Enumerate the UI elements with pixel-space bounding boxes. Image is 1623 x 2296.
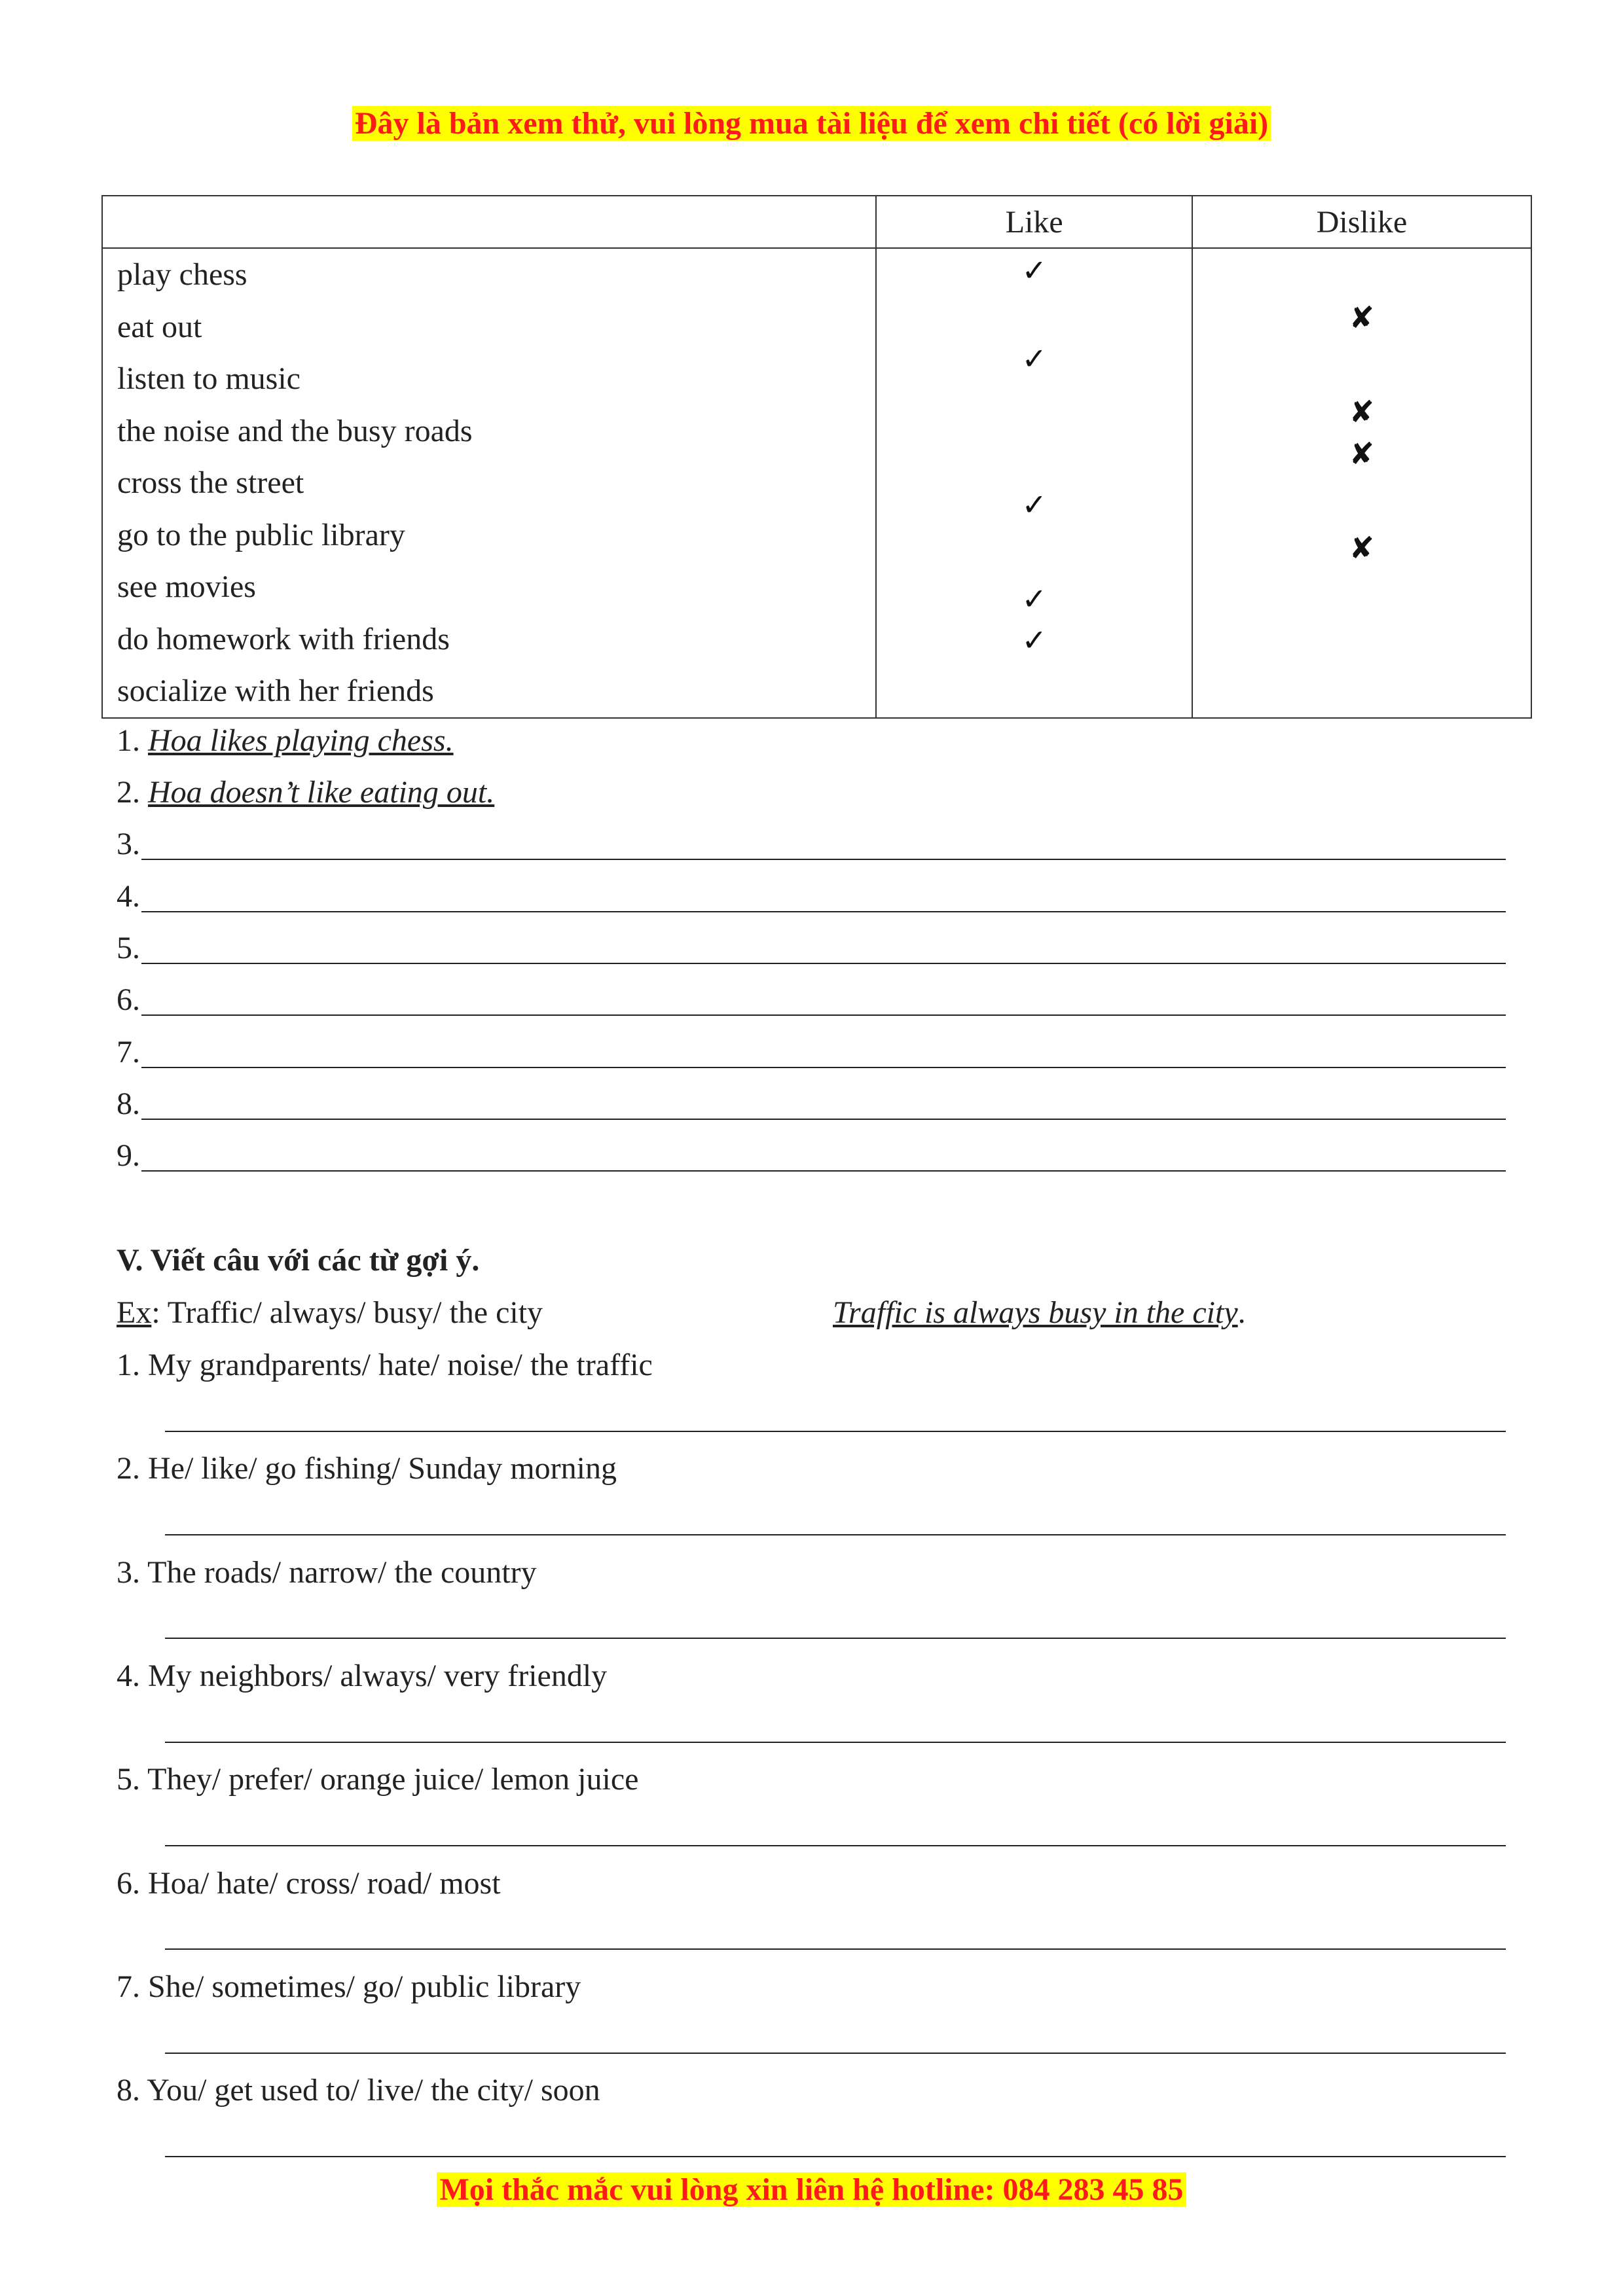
- dislike-column: [1192, 248, 1531, 718]
- exercise-blank-line[interactable]: [165, 1948, 1506, 1950]
- answer-number: 2.: [117, 775, 148, 810]
- like-column: [876, 248, 1192, 718]
- example-prompt-line: [117, 1293, 543, 1333]
- answer-blank-line[interactable]: [141, 1119, 1506, 1120]
- exercise-item: 3. The roads/ narrow/ the country: [117, 1555, 537, 1590]
- activity-item: listen to music: [117, 361, 301, 396]
- table-header-activity: [102, 196, 876, 248]
- blank-answer-number: 4.: [117, 879, 140, 914]
- answer-line: [117, 773, 494, 812]
- activity-item: socialize with her friends: [117, 673, 434, 708]
- check-mark-icon: ✓: [1021, 341, 1048, 376]
- example-answer: Traffic is always busy in the city: [833, 1295, 1238, 1330]
- example-answer-line: [833, 1293, 1246, 1333]
- check-mark-icon: ✓: [1021, 253, 1048, 288]
- answer-text: Hoa likes playing chess.: [148, 723, 454, 758]
- exercise-blank-line[interactable]: [165, 2156, 1506, 2157]
- activity-item: eat out: [117, 309, 202, 344]
- cross-mark-icon: ✘: [1349, 300, 1375, 335]
- blank-answer-number: 5.: [117, 931, 140, 965]
- answer-blank-line[interactable]: [141, 859, 1506, 860]
- answer-blank-line[interactable]: [141, 963, 1506, 964]
- preference-table: [101, 195, 1532, 719]
- table-header-like: Like: [876, 196, 1192, 248]
- activity-item: see movies: [117, 569, 256, 604]
- cross-mark-icon: ✘: [1349, 530, 1375, 565]
- activity-list: [102, 248, 876, 718]
- preview-banner: [0, 105, 1623, 143]
- exercise-item: 2. He/ like/ go fishing/ Sunday morning: [117, 1451, 617, 1486]
- exercise-item: 6. Hoa/ hate/ cross/ road/ most: [117, 1866, 501, 1901]
- blank-answer-number: 7.: [117, 1035, 140, 1069]
- exercise-item: 1. My grandparents/ hate/ noise/ the traffic: [117, 1348, 653, 1382]
- answer-line: [117, 721, 454, 761]
- exercise-blank-line[interactable]: [165, 2053, 1506, 2054]
- exercise-blank-line[interactable]: [165, 1534, 1506, 1535]
- blank-answer-number: 3.: [117, 827, 140, 861]
- exercise-blank-line[interactable]: [165, 1638, 1506, 1639]
- check-mark-icon: ✓: [1021, 581, 1048, 617]
- hotline-banner-text: Mọi thắc mắc vui lòng xin liên hệ hotline: 084 283 45 85: [437, 2172, 1186, 2207]
- answer-number: 1.: [117, 723, 148, 758]
- check-mark-icon: ✓: [1021, 487, 1048, 522]
- check-mark-icon: ✓: [1021, 622, 1048, 658]
- example-label: Ex: [117, 1295, 152, 1330]
- exercise-item: 5. They/ prefer/ orange juice/ lemon juice: [117, 1762, 639, 1797]
- activity-item: do homework with friends: [117, 621, 450, 656]
- example-end: .: [1237, 1295, 1246, 1330]
- cross-mark-icon: ✘: [1349, 394, 1375, 429]
- blank-answer-number: 9.: [117, 1138, 140, 1173]
- blank-answer-number: 6.: [117, 982, 140, 1017]
- answer-blank-line[interactable]: [141, 1170, 1506, 1172]
- exercise-blank-line[interactable]: [165, 1742, 1506, 1743]
- exercise-item: 7. She/ sometimes/ go/ public library: [117, 1969, 581, 2004]
- activity-item: the noise and the busy roads: [117, 413, 473, 448]
- cross-mark-icon: ✘: [1349, 436, 1375, 471]
- activity-item: go to the public library: [117, 517, 405, 552]
- activity-item: cross the street: [117, 465, 304, 500]
- exercise-blank-line[interactable]: [165, 1845, 1506, 1846]
- table-header-dislike: Dislike: [1192, 196, 1531, 248]
- example-prompt: : Traffic/ always/ busy/ the city: [151, 1295, 543, 1330]
- exercise-item: 8. You/ get used to/ live/ the city/ soon: [117, 2073, 600, 2108]
- preview-banner-text: Đây là bản xem thử, vui lòng mua tài liệu để xem chi tiết (có lời giải): [352, 106, 1271, 141]
- activity-item: play chess: [117, 257, 247, 292]
- exercise-item: 4. My neighbors/ always/ very friendly: [117, 1659, 608, 1693]
- answer-blank-line[interactable]: [141, 1067, 1506, 1068]
- blank-answer-number: 8.: [117, 1086, 140, 1121]
- exercise-blank-line[interactable]: [165, 1431, 1506, 1432]
- answer-blank-line[interactable]: [141, 1014, 1506, 1016]
- answer-text: Hoa doesn’t like eating out.: [148, 775, 495, 810]
- section-heading: V. Viết câu với các từ gợi ý.: [117, 1243, 480, 1278]
- answer-blank-line[interactable]: [141, 911, 1506, 912]
- hotline-banner: [0, 2171, 1623, 2209]
